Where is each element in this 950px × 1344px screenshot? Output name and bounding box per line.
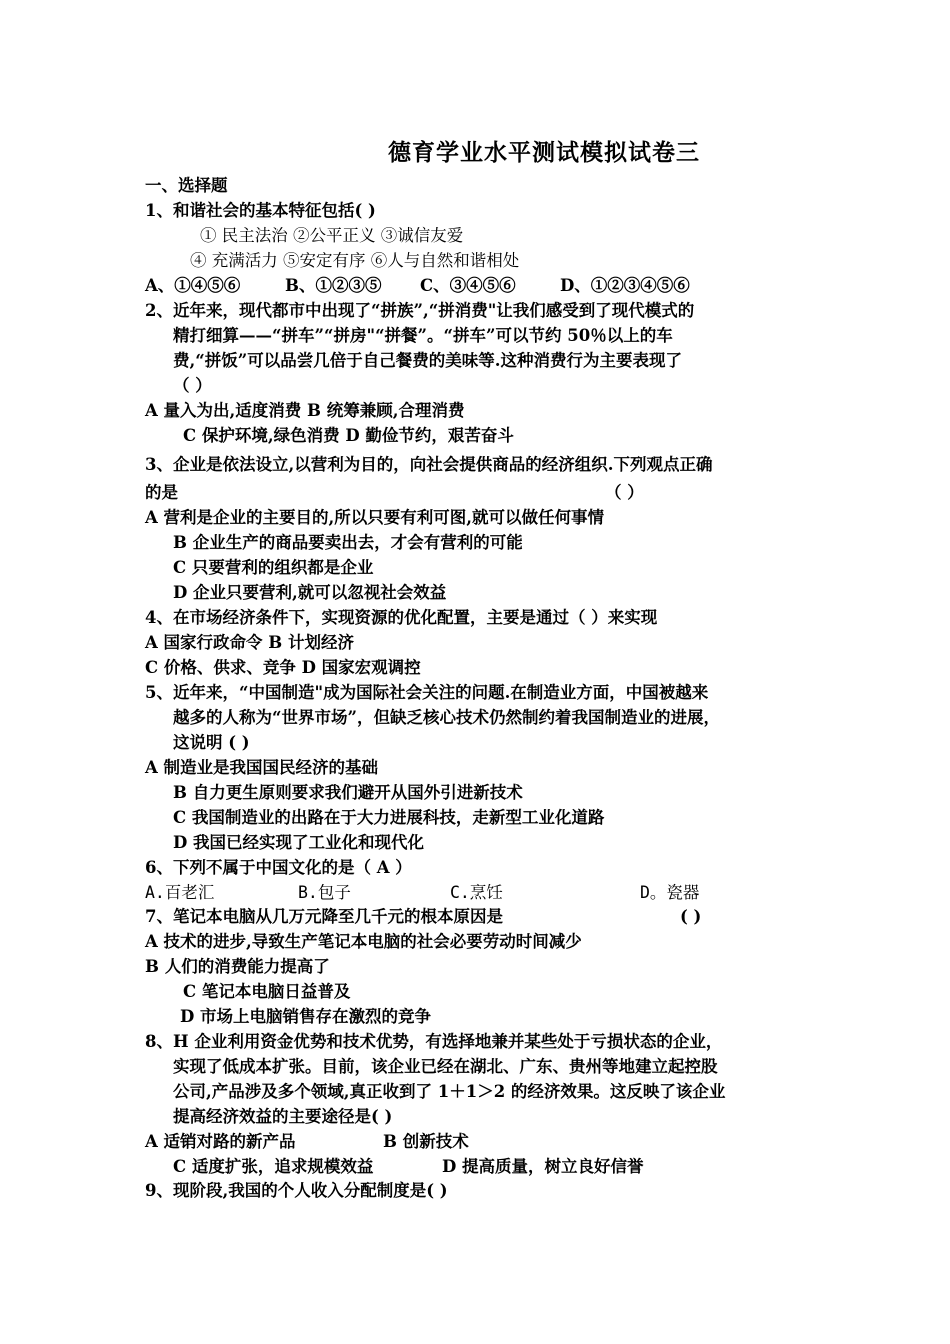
q3-option-b: B 企业生产的商品要卖出去，才会有营利的可能 (173, 533, 523, 552)
q3-option-c: C 只要营利的组织都是企业 (173, 558, 374, 577)
q1-items-2: ④ 充满活力 ⑤安定有序 ⑥人与自然和谐相处 (190, 251, 520, 270)
q1-option-b: B、①②③⑤ (285, 276, 382, 295)
q2-line-3: 费,“拼饭”可以品尝几倍于自己餐费的美味等.这种消费行为主要表现了 (173, 351, 682, 370)
q7-option-a: A 技术的进步,导致生产笔记本电脑的社会必要劳动时间减少 (145, 932, 582, 951)
q3-line-2: 的是 (145, 483, 178, 502)
q1-stem: 1、和谐社会的基本特征包括( ) (145, 201, 376, 220)
q6-option-d: D。瓷器 (640, 883, 700, 902)
q6-stem: 6、下列不属于中国文化的是（ A ） (145, 858, 412, 877)
q2-line-2: 精打细算——“拼车”“拼房"“拼餐”。“拼车”可以节约 50％以上的车 (173, 326, 673, 345)
q5-option-d: D 我国已经实现了工业化和现代化 (173, 833, 425, 852)
q8-option-a: A 适销对路的新产品 (145, 1132, 296, 1151)
q3-line-1: 3、企业是依法设立,以营利为目的，向社会提供商品的经济组织.下列观点正确 (145, 455, 713, 474)
q7-option-d: D 市场上电脑销售存在激烈的竞争 (180, 1007, 432, 1026)
page-title: 德育学业水平测试模拟试卷三 (388, 140, 700, 166)
q5-option-b: B 自力更生原则要求我们避开从国外引进新技术 (173, 783, 523, 802)
q8-line-3: 公司,产品涉及多个领域,真正收到了 1＋1＞2 的经济效果。这反映了该企业 (173, 1082, 726, 1101)
q3-option-a: A 营利是企业的主要目的,所以只要有利可图,就可以做任何事情 (145, 508, 605, 527)
q8-option-d: D 提高质量，树立良好信誉 (442, 1157, 644, 1176)
q9-stem: 9、现阶段,我国的个人收入分配制度是( ) (145, 1181, 448, 1200)
q4-options-ab: A 国家行政命令 B 计划经济 (145, 633, 354, 652)
q7-option-c: C 笔记本电脑日益普及 (183, 982, 351, 1001)
q2-line-1: 2、近年来，现代都市中出现了“拼族”,“拼消费"让我们感受到了现代模式的 (145, 301, 695, 320)
q5-option-a: A 制造业是我国国民经济的基础 (145, 758, 379, 777)
q5-line-2: 越多的人称为“世界市场”，但缺乏核心技术仍然制约着我国制造业的进展， (173, 708, 720, 727)
q7-option-b: B 人们的消费能力提高了 (145, 957, 330, 976)
q2-line-4: （ ） (173, 376, 212, 395)
q4-stem: 4、在市场经济条件下，实现资源的优化配置，主要是通过（ ）来实现 (145, 608, 658, 627)
q8-line-2: 实现了低成本扩张。目前，该企业已经在湖北、广东、贵州等地建立起控股 (173, 1057, 718, 1076)
q3-option-d: D 企业只要营利,就可以忽视社会效益 (173, 583, 447, 602)
q2-options-cd: C 保护环境,绿色消费 D 勤俭节约，艰苦奋斗 (183, 426, 514, 445)
q5-line-3: 这说明 ( ) (173, 733, 250, 752)
q8-option-b: B 创新技术 (383, 1132, 469, 1151)
q8-option-c: C 适度扩张，追求规模效益 (173, 1157, 374, 1176)
q1-option-c: C、③④⑤⑥ (420, 276, 516, 295)
q5-line-1: 5、近年来，“中国制造"成为国际社会关注的问题.在制造业方面，中国被越来 (145, 683, 709, 702)
section-heading: 一、选择题 (145, 176, 228, 195)
q5-option-c: C 我国制造业的出路在于大力进展科技，走新型工业化道路 (173, 808, 605, 827)
q7-stem: 7、笔记本电脑从几万元降至几千元的根本原因是 (145, 907, 503, 926)
q1-option-d: D、①②③④⑤⑥ (560, 276, 690, 295)
q3-answer-paren: （ ） (605, 483, 644, 502)
q6-option-c: C.烹饪 (450, 883, 503, 902)
q2-options-ab: A 量入为出,适度消费 B 统筹兼顾,合理消费 (145, 401, 465, 420)
q1-option-a: A、①④⑤⑥ (145, 276, 241, 295)
q1-items-1: ① 民主法治 ②公平正义 ③诚信友爱 (200, 226, 464, 245)
q7-answer-paren: ( ) (680, 907, 702, 926)
q8-line-4: 提高经济效益的主要途径是( ) (173, 1107, 393, 1126)
q6-option-b: B.包子 (298, 883, 351, 902)
q6-option-a: A.百老汇 (145, 883, 215, 902)
q4-options-cd: C 价格、供求、竞争 D 国家宏观调控 (145, 658, 421, 677)
q8-line-1: 8、H 企业利用资金优势和技术优势，有选择地兼并某些处于亏损状态的企业， (145, 1032, 723, 1051)
